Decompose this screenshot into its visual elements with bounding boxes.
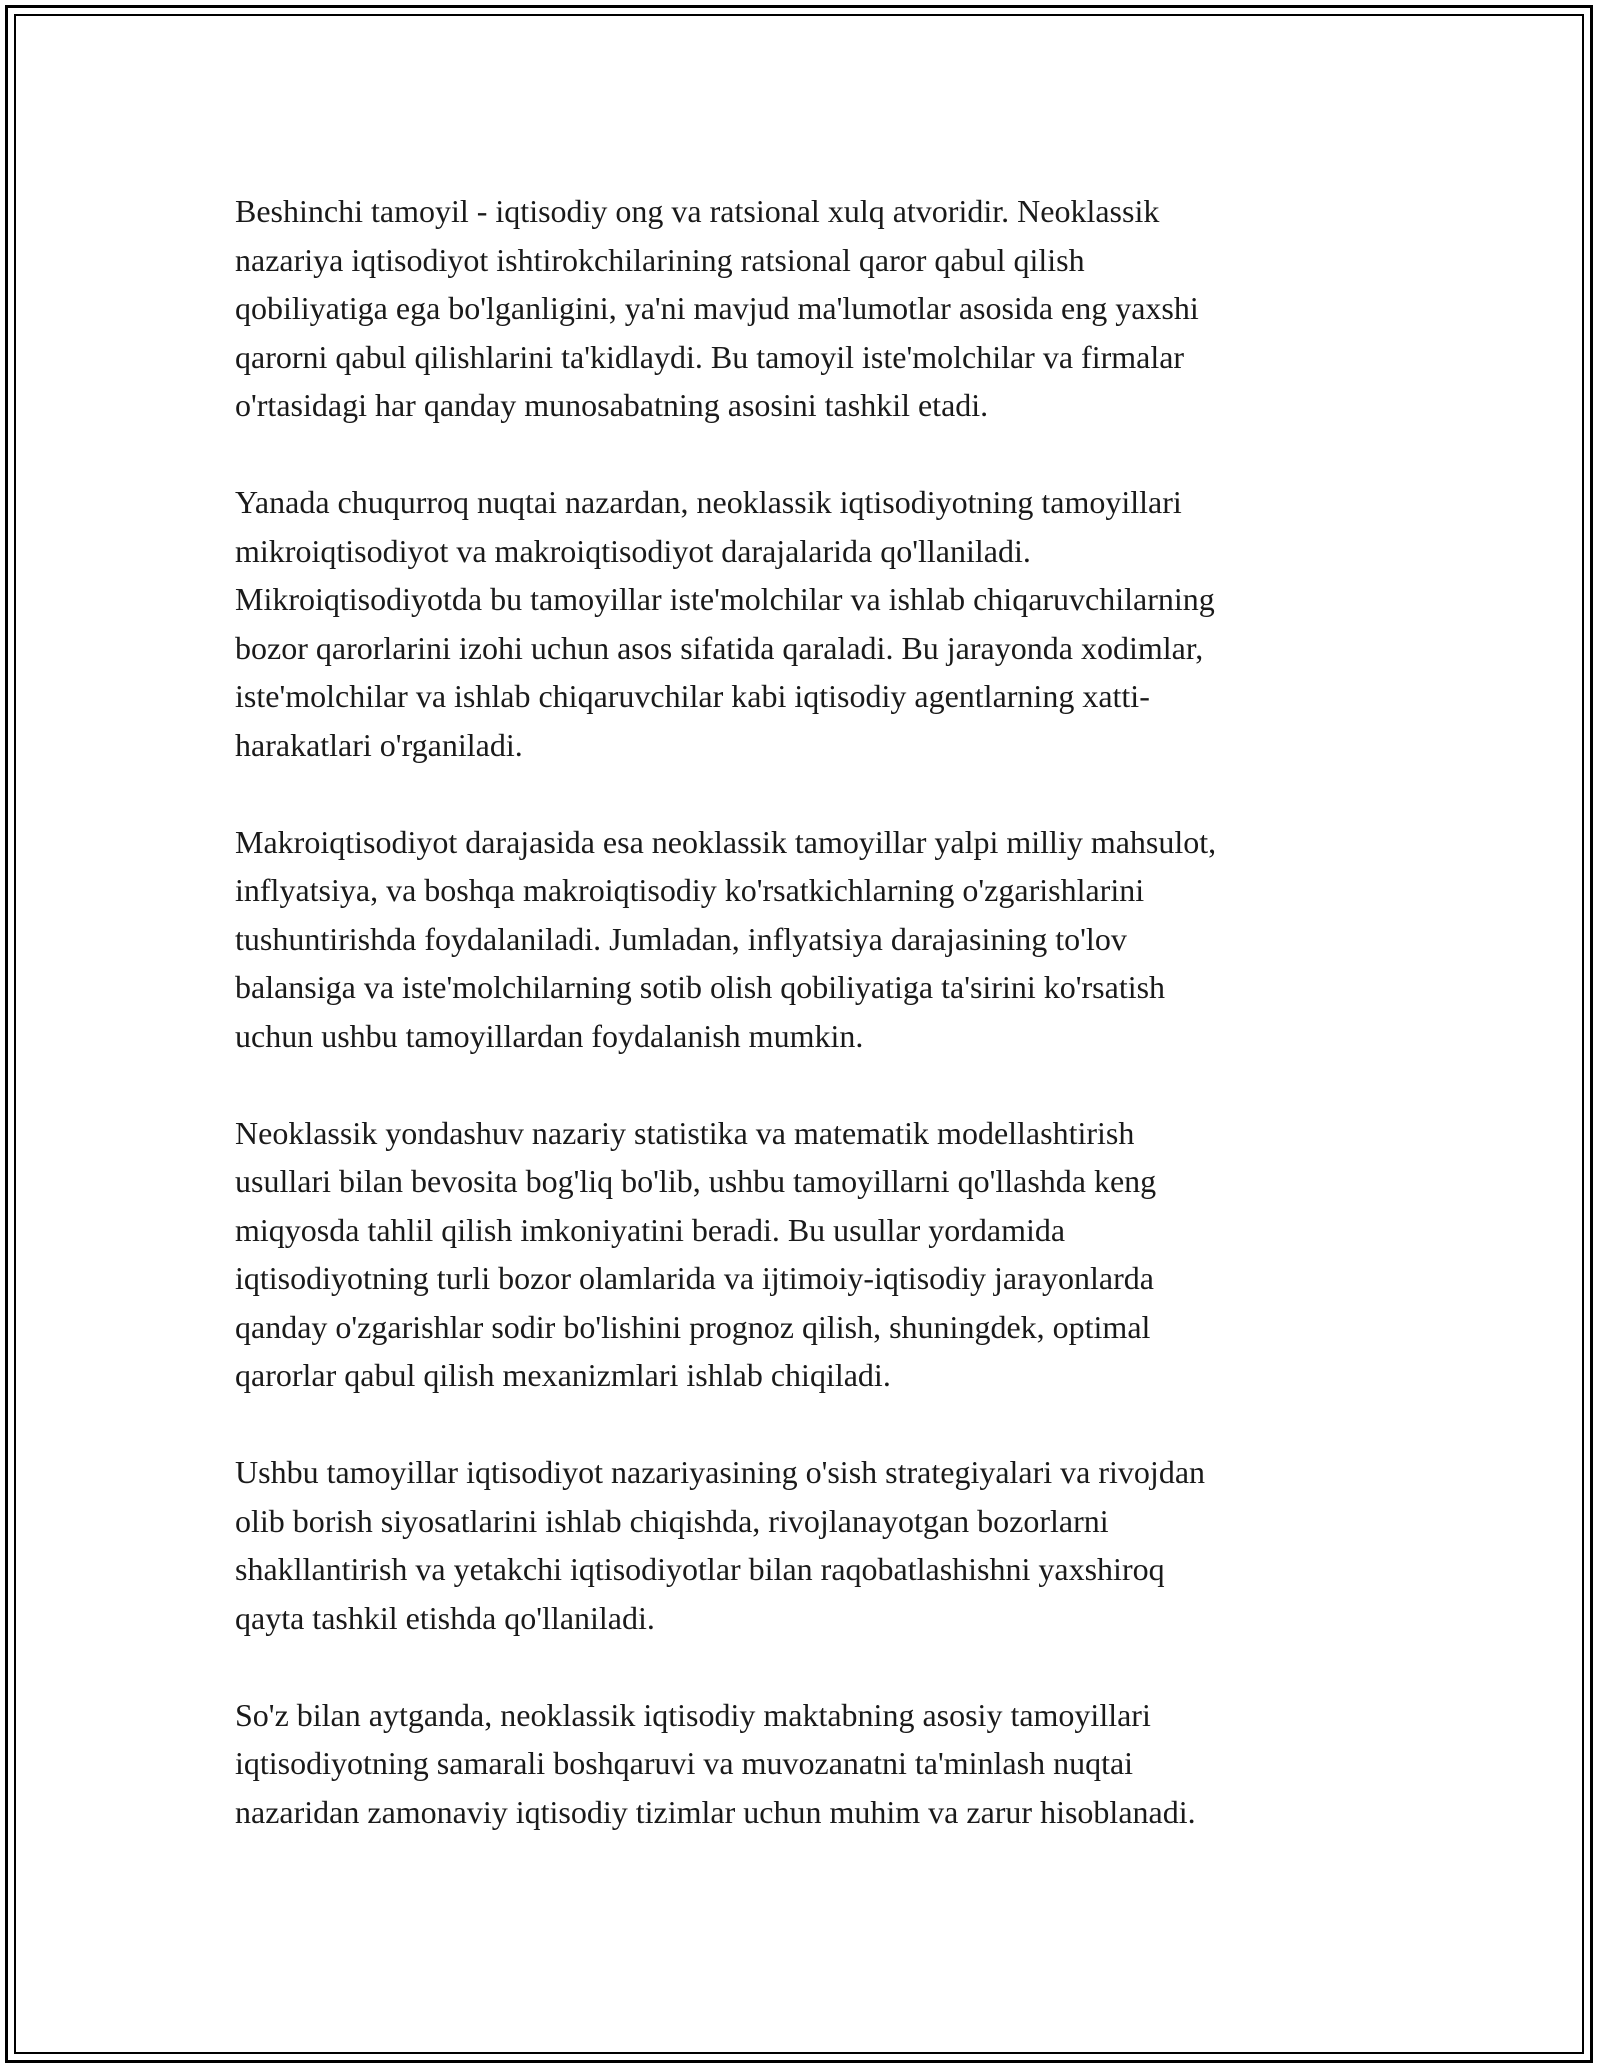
text-line: Makroiqtisodiyot darajasida esa neoklassik tamoyillar yalpi milliy mahsulot, xyxy=(235,823,1217,860)
text-line: iste'molchilar va ishlab chiqaruvchilar kabi iqtisodiy agentlarning xatti- xyxy=(235,678,1150,714)
text-line: qanday o'zgarishlar sodir bo'lishini prognoz qilish, shuningdek, optimal xyxy=(235,1308,1151,1345)
text-line: iqtisodiyotning samarali boshqaruvi va muvozanatni ta'minlash nuqtai xyxy=(235,1745,1134,1781)
text-line: mikroiqtisodiyot va makroiqtisodiyot darajalarida qo'llaniladi. xyxy=(235,532,1031,569)
text-line: So'z bilan aytganda, neoklassik iqtisodiy maktabning asosiy tamoyillari xyxy=(235,1696,1151,1733)
text-line: nazaridan zamonaviy iqtisodiy tizimlar uchun muhim va zarur hisoblanadi. xyxy=(235,1793,1196,1830)
text-line: qobiliyatiga ega bo'lganligini, ya'ni mavjud ma'lumotlar asosida eng yaxshi xyxy=(235,290,1199,326)
text-line: o'rtasidagi har qanday munosabatning asosini tashkil etadi. xyxy=(235,387,989,423)
paragraph-1 xyxy=(235,187,1365,430)
text-line: qayta tashkil etishda qo'llaniladi. xyxy=(235,1599,655,1636)
document-body xyxy=(235,187,1365,1836)
paragraph-2 xyxy=(235,478,1365,769)
text-line: uchun ushbu tamoyillardan foydalanish mumkin. xyxy=(235,1017,864,1054)
text-line: usullari bilan bevosita bog'liq bo'lib, ushbu tamoyillarni qo'llashda keng xyxy=(235,1163,1157,1199)
text-line: qarorni qabul qilishlarini ta'kidlaydi. Bu tamoyil iste'molchilar va firmalar xyxy=(235,338,1185,375)
text-line: balansiga va iste'molchilarning sotib olish qobiliyatiga ta'sirini ko'rsatish xyxy=(235,969,1166,1005)
paragraph-5 xyxy=(235,1448,1365,1642)
text-line: bozor qarorlarini izohi uchun asos sifatida qaraladi. Bu jarayonda xodimlar, xyxy=(235,629,1204,666)
text-line: harakatlari o'rganiladi. xyxy=(235,726,523,763)
text-line: shakllantirish va yetakchi iqtisodiyotlar bilan raqobatlashishni yaxshiroq xyxy=(235,1551,1165,1587)
text-line: Beshinchi tamoyil - iqtisodiy ong va ratsional xulq atvoridir. Neoklassik xyxy=(235,193,1160,229)
text-line: Yanada chuqurroq nuqtai nazardan, neoklassik iqtisodiyotning tamoyillari xyxy=(235,484,1182,520)
text-line: Neoklassik yondashuv nazariy statistika va matematik modellashtirish xyxy=(235,1114,1135,1151)
text-line: Ushbu tamoyillar iqtisodiyot nazariyasining o'sish strategiyalari va rivojdan xyxy=(235,1454,1206,1490)
paragraph-4 xyxy=(235,1109,1365,1400)
text-line: iqtisodiyotning turli bozor olamlarida va ijtimoiy-iqtisodiy jarayonlarda xyxy=(235,1260,1154,1296)
text-line: tushuntirishda foydalaniladi. Jumladan, inflyatsiya darajasining to'lov xyxy=(235,920,1127,957)
text-line: qarorlar qabul qilish mexanizmlari ishlab chiqiladi. xyxy=(235,1357,891,1393)
text-line: olib borish siyosatlarini ishlab chiqishda, rivojlanayotgan bozorlarni xyxy=(235,1502,1109,1539)
text-line: miqyosda tahlil qilish imkoniyatini beradi. Bu usullar yordamida xyxy=(235,1211,1066,1248)
text-line: nazariya iqtisodiyot ishtirokchilarining ratsional qaror qabul qilish xyxy=(235,241,1085,278)
text-line: inflyatsiya, va boshqa makroiqtisodiy ko'rsatkichlarning o'zgarishlarini xyxy=(235,872,1145,908)
paragraph-6 xyxy=(235,1691,1365,1837)
text-line: Mikroiqtisodiyotda bu tamoyillar iste'molchilar va ishlab chiqaruvchilarning xyxy=(235,581,1215,617)
paragraph-3 xyxy=(235,818,1365,1061)
